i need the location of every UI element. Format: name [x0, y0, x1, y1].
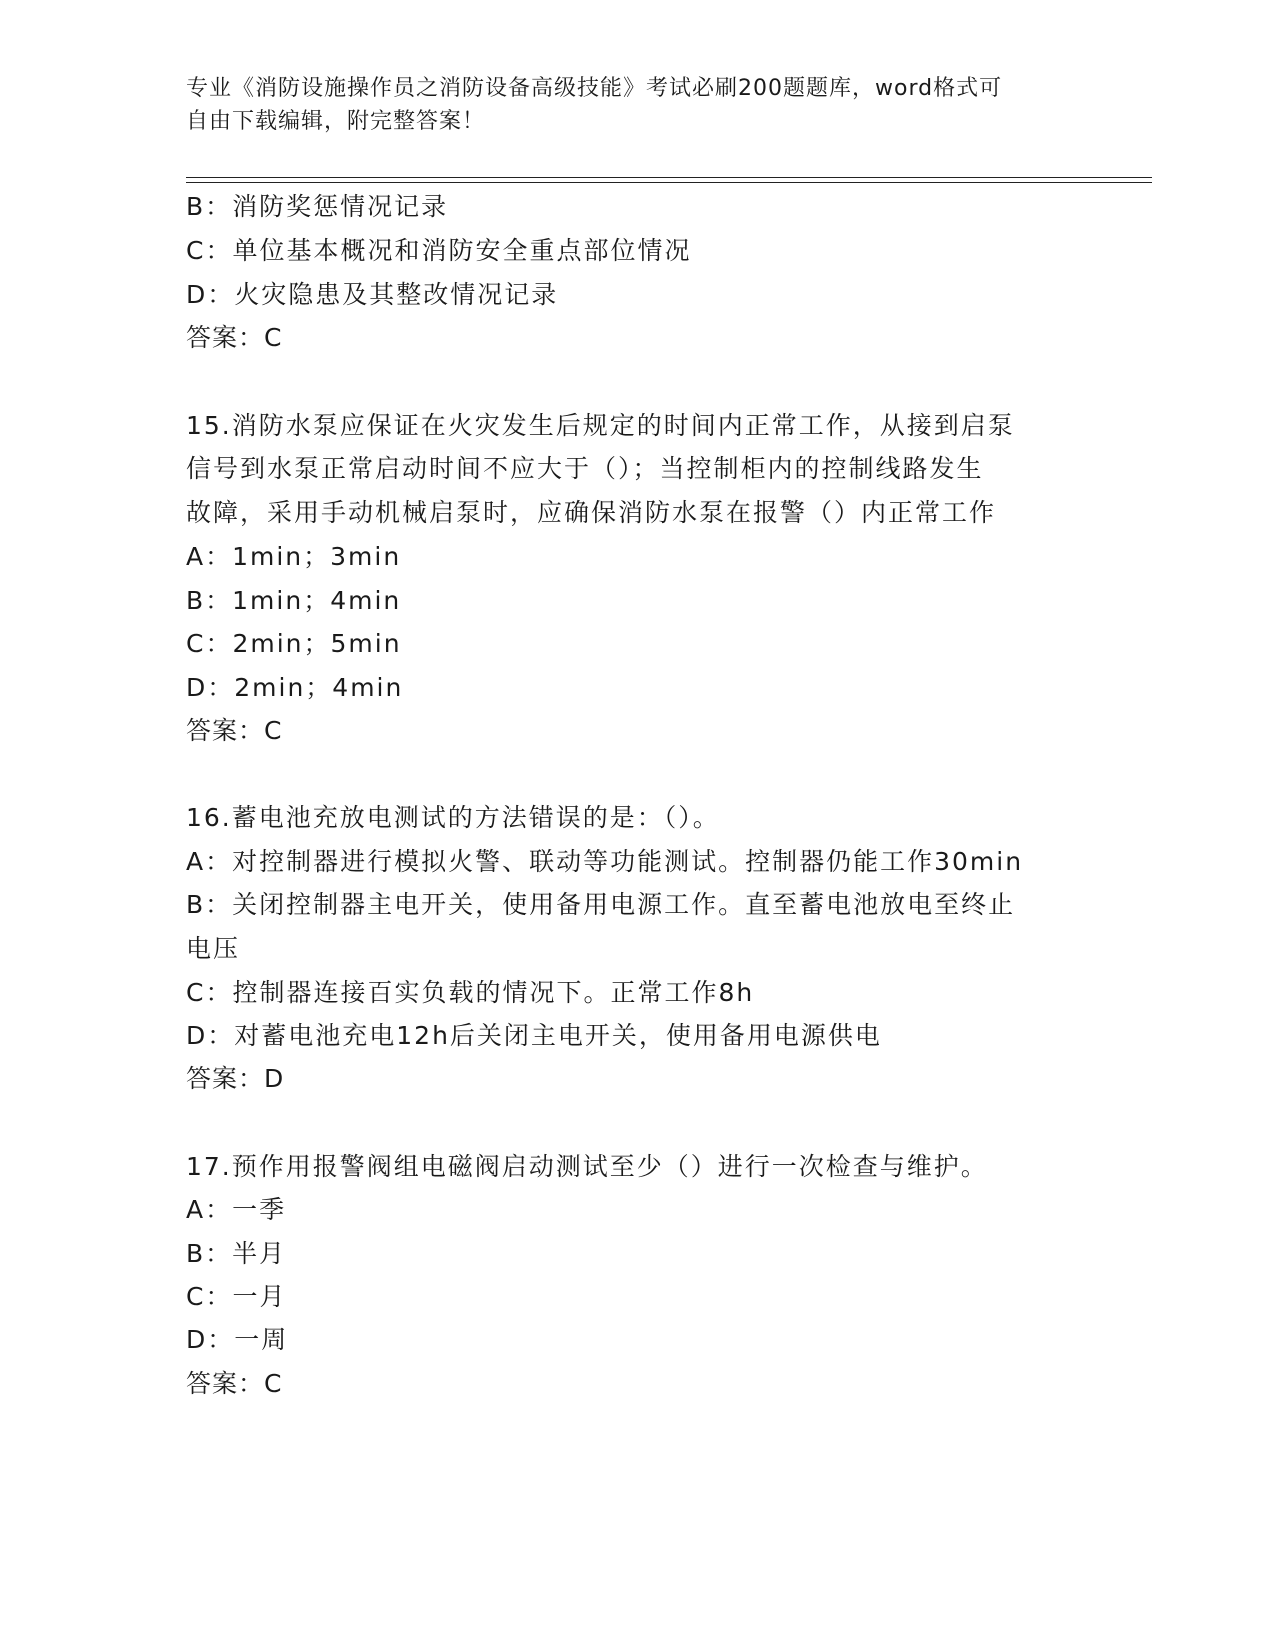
q16-option-a: A：对控制器进行模拟火警、联动等功能测试。控制器仍能工作30min — [186, 847, 1024, 876]
header-divider-top — [186, 177, 1152, 178]
q15-stem-line-3: 故障，采用手动机械启泵时，应确保消防水泵在报警（）内正常工作 — [186, 498, 997, 527]
q16-option-d: D：对蓄电池充电12h后关闭主电开关，使用备用电源供电 — [186, 1021, 882, 1050]
q15-option-b: B：1min；4min — [186, 586, 402, 615]
q15-stem-line-2: 信号到水泵正常启动时间不应大于（）；当控制柜内的控制线路发生 — [186, 454, 984, 483]
q14-option-d: D：火灾隐患及其整改情况记录 — [186, 280, 559, 309]
q16-option-b-line-2: 电压 — [186, 934, 241, 963]
document-header — [186, 72, 1066, 138]
q17-option-c: C：一月 — [186, 1282, 287, 1311]
q17-stem-line-1: 17.预作用报警阀组电磁阀启动测试至少（）进行一次检查与维护。 — [186, 1152, 988, 1181]
q17-option-d: D：一周 — [186, 1325, 289, 1354]
header-title-line-2: 自由下载编辑，附完整答案！ — [186, 109, 486, 134]
q17-answer: 答案：C — [186, 1369, 283, 1398]
q17-option-b: B：半月 — [186, 1239, 287, 1268]
q16-option-c: C：控制器连接百实负载的情况下。正常工作8h — [186, 978, 755, 1007]
q16-option-b-line-1: B：关闭控制器主电开关，使用备用电源工作。直至蓄电池放电至终止 — [186, 890, 1016, 919]
q14-option-c: C：单位基本概况和消防安全重点部位情况 — [186, 236, 692, 265]
q15-option-a: A：1min；3min — [186, 542, 402, 571]
q15-answer: 答案：C — [186, 716, 283, 745]
q15-stem-line-1: 15.消防水泵应保证在火灾发生后规定的时间内正常工作，从接到启泵 — [186, 411, 1015, 440]
q16-answer: 答案：D — [186, 1064, 285, 1093]
q15-option-d: D：2min；4min — [186, 673, 404, 702]
q14-option-b: B：消防奖惩情况记录 — [186, 192, 449, 221]
header-divider-bottom — [186, 182, 1152, 183]
q16-stem-line-1: 16.蓄电池充放电测试的方法错误的是：（）。 — [186, 803, 720, 832]
q17-option-a: A：一季 — [186, 1195, 287, 1224]
q15-option-c: C：2min；5min — [186, 629, 402, 658]
q14-answer: 答案：C — [186, 323, 283, 352]
header-title-line-1: 专业《消防设施操作员之消防设备高级技能》考试必刷200题题库，word格式可 — [186, 76, 1003, 101]
